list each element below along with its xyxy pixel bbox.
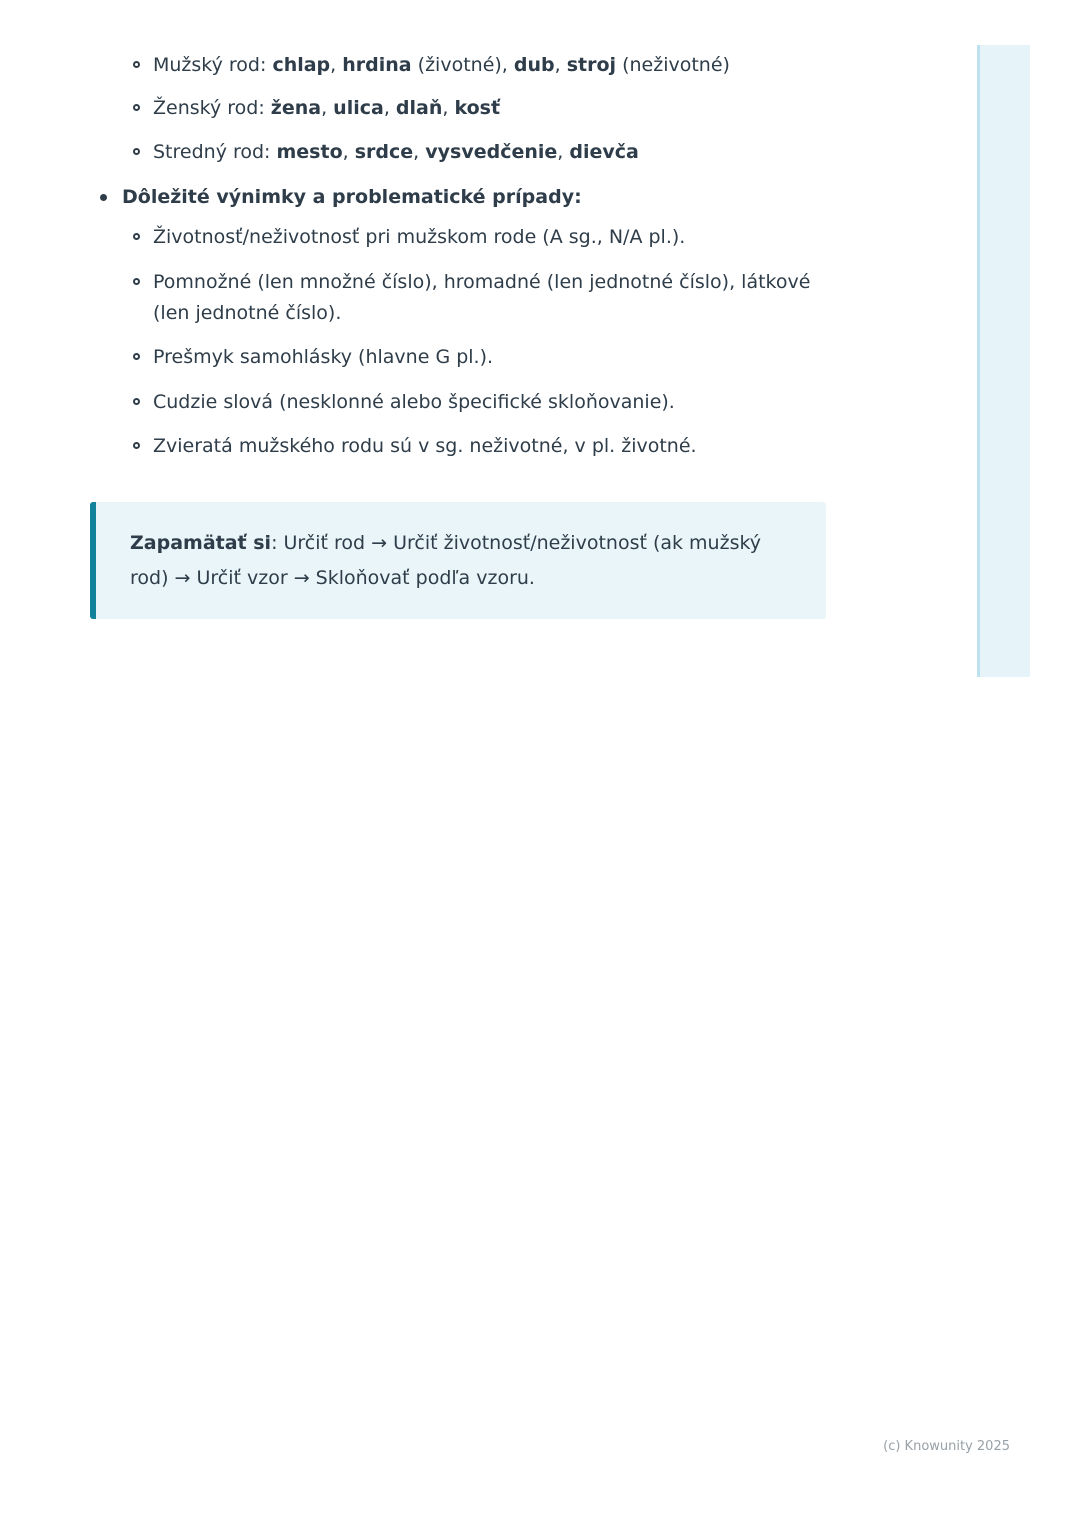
list-item-text: Stredný rod: mesto, srdce, vysvedčenie, dievča	[153, 140, 639, 163]
list-item-text: Ženský rod: žena, ulica, dlaň, kosť	[153, 97, 501, 120]
exception-list	[133, 222, 870, 462]
circle-bullet-icon	[133, 233, 140, 240]
exceptions-heading: Dôležité výnimky a problematické prípady:	[122, 186, 582, 209]
gender-list-item	[133, 50, 870, 81]
exception-list-item	[133, 222, 870, 253]
footer-copyright: (c) Knowunity 2025	[883, 1439, 1010, 1454]
gender-list-item	[133, 137, 870, 168]
circle-bullet-icon	[133, 148, 140, 155]
callout-note	[90, 502, 826, 618]
disc-bullet-icon	[100, 194, 107, 201]
list-item-text: Mužský rod: chlap, hrdina (životné), dub, stroj (neživotné)	[153, 54, 730, 76]
circle-bullet-icon	[133, 353, 140, 360]
circle-bullet-icon	[133, 442, 140, 449]
exception-list-item	[133, 387, 870, 418]
circle-bullet-icon	[133, 61, 140, 68]
list-item-text: Zvieratá mužského rodu sú v sg. neživotné, v pl. životné.	[153, 435, 697, 458]
gender-list-item	[133, 93, 870, 124]
callout-paragraph	[130, 526, 790, 594]
exceptions-section-heading	[100, 182, 870, 212]
callout-label: Zapamätať si	[130, 532, 272, 555]
callout-text: : Určiť rod → Určiť životnosť/neživotnosť (ak mužský rod) → Určiť vzor → Skloňovať podľa vzoru.	[130, 532, 762, 589]
circle-bullet-icon	[133, 104, 140, 111]
exception-list-item	[133, 342, 870, 373]
circle-bullet-icon	[133, 278, 140, 285]
page-edge-strip	[977, 45, 1030, 677]
list-item-text: Pomnožné (len množné číslo), hromadné (len jednotné číslo), látkové (len jednotné číslo).	[153, 270, 811, 325]
document-content	[100, 50, 870, 619]
exception-list-item	[133, 431, 870, 462]
list-item-text: Cudzie slová (nesklonné alebo špecifické skloňovanie).	[153, 390, 675, 413]
list-item-text: Prešmyk samohlásky (hlavne G pl.).	[153, 346, 494, 369]
circle-bullet-icon	[133, 398, 140, 405]
gender-list	[133, 50, 870, 168]
exception-list-item	[133, 267, 870, 330]
list-item-text: Životnosť/neživotnosť pri mužskom rode (A sg., N/A pl.).	[153, 226, 686, 249]
